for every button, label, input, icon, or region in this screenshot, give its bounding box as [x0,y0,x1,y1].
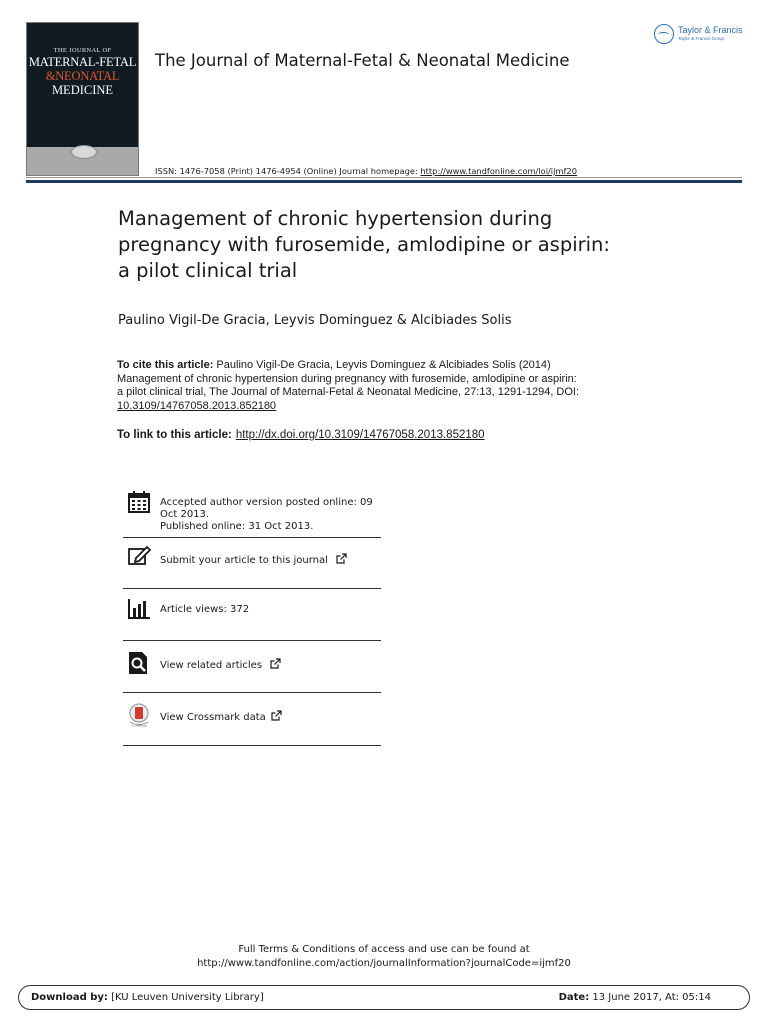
issn-line [155,166,577,176]
citation-label: To cite this article: [117,359,214,371]
article-views-text: Article views: 372 [160,604,250,615]
crossmark-link[interactable] [160,710,282,724]
terms-url[interactable]: http://www.tandfonline.com/action/journalInformation?journalCode=ijmf20 [197,958,571,969]
journal-title: The Journal of Maternal-Fetal & Neonatal Medicine [155,51,570,70]
download-date-label: Date: [558,992,590,1003]
edit-icon [127,544,151,568]
citation-text: Paulino Vigil-De Gracia, Leyvis Dominguez & Alcibiades Solis (2014) [213,359,551,371]
related-articles-link[interactable] [160,658,281,672]
list-item-related-articles[interactable] [123,641,381,693]
article-link-label: To link to this article: [117,429,232,441]
cover-seal-icon [71,145,97,159]
crossmark-icon-caption: CrossMark [131,723,147,727]
accepted-date-line: Oct 2013. [160,509,210,520]
header-divider-thin [26,177,742,178]
article-doi-link[interactable]: http://dx.doi.org/10.3109/14767058.2013.852180 [235,429,485,441]
submit-article-label: Submit your article to this journal [160,555,328,566]
journal-homepage-link[interactable]: http://www.tandfonline.com/loi/ijmf20 [420,166,577,176]
cover-text-line-3: &NEONATAL [45,69,120,83]
journal-cover-image [26,22,139,176]
issn-text: ISSN: 1476-7058 (Print) 1476-4954 (Online) Journal homepage: [155,166,421,176]
citation-block [117,359,637,413]
article-authors: Paulino Vigil-De Gracia, Leyvis Dominguez & Alcibiades Solis [118,313,512,328]
publication-dates-text [160,497,373,533]
article-link-line [117,429,485,441]
publisher-logo[interactable] [654,22,754,48]
publisher-name: Taylor & Francis [678,25,743,35]
cover-text-line-2: MATERNAL-FETAL [28,55,137,69]
crossmark-icon [127,703,151,727]
download-date-value: 13 June 2017, At: 05:14 [589,992,711,1003]
submit-article-link[interactable] [160,553,347,567]
list-item-submit-article[interactable] [123,538,381,589]
publisher-subline: Taylor & Francis Group [678,36,725,41]
citation-line: Management of chronic hypertension during pregnancy with furosemide, amlodipine or aspirin: [117,372,577,385]
search-document-icon [127,651,151,675]
downloaded-by-value: [KU Leuven University Library] [107,992,264,1003]
external-link-icon [271,710,282,721]
article-title-line: pregnancy with furosemide, amlodipine or aspirin: [118,233,610,256]
article-title [118,206,678,284]
list-item-publication-dates [123,486,381,538]
download-info-bar [18,985,750,1010]
article-title-line: Management of chronic hypertension during [118,207,553,230]
downloaded-by-label: Download by: [31,992,108,1003]
terms-line: Full Terms & Conditions of access and use can be found at [238,944,530,955]
list-item-article-views [123,589,381,641]
cover-text-line-1: THE JOURNAL OF [53,47,112,54]
published-date-line: Published online: 31 Oct 2013. [160,521,314,532]
download-date [559,992,711,1003]
list-item-crossmark[interactable] [123,693,381,746]
accepted-date-line: Accepted author version posted online: 09 [160,497,373,508]
citation-line [117,359,637,373]
calendar-icon [127,490,151,514]
header-divider-thick [26,180,742,183]
citation-doi-link[interactable]: 10.3109/14767058.2013.852180 [117,399,277,412]
crossmark-label: View Crossmark data [160,712,266,723]
citation-line: a pilot clinical trial, The Journal of Maternal-Fetal & Neonatal Medicine, 27:13, 1291-1294, DOI: [117,386,580,398]
downloaded-by [31,992,264,1003]
article-title-line: a pilot clinical trial [118,259,298,282]
external-link-icon [270,658,281,669]
related-articles-label: View related articles [160,660,263,671]
external-link-icon [336,553,347,564]
cover-text-line-4: MEDICINE [51,83,114,97]
bar-chart-icon [127,597,151,621]
taylor-francis-logo-icon [654,24,674,44]
terms-notice [0,943,768,971]
